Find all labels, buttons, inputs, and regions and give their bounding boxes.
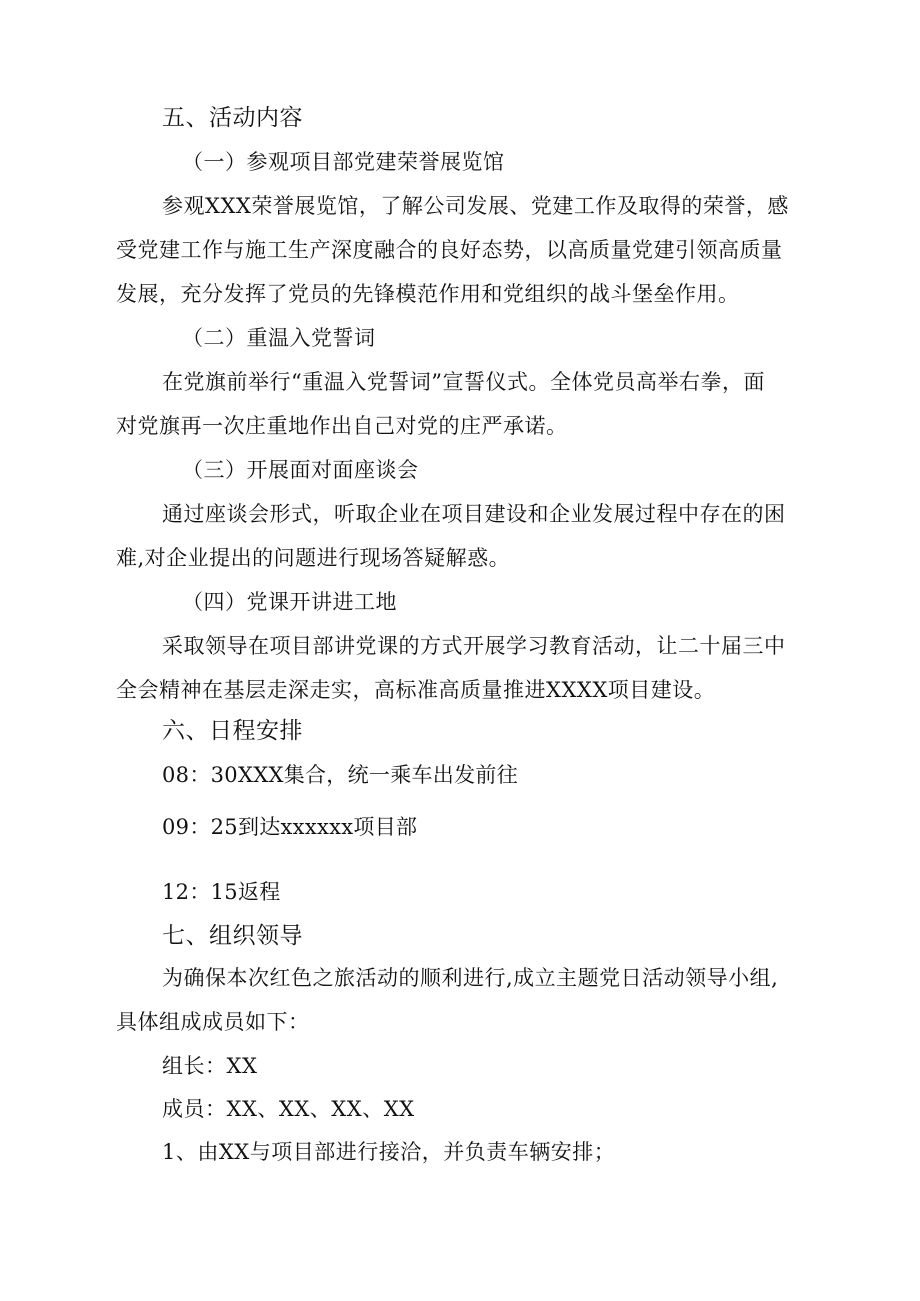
section-six-heading: 六、日程安排: [162, 718, 303, 744]
paragraph-line: 具体组成成员如下：: [116, 1010, 310, 1034]
schedule-item: 08：30XXX集合，统一乘车出发前往: [162, 763, 518, 787]
section-seven-heading: 七、组织领导: [162, 923, 303, 949]
paragraph-line: 全会精神在基层走深走实，高标准高质量推进XXXX项目建设。: [116, 678, 716, 702]
paragraph-line: 难,对企业提出的问题进行现场答疑解惑。: [116, 546, 511, 570]
paragraph-line: 采取领导在项目部讲党课的方式开展学习教育活动，让二十届三中: [162, 634, 786, 658]
paragraph-line: 参观XXX荣誉展览馆，了解公司发展、党建工作及取得的荣誉，感: [162, 194, 789, 218]
paragraph-line: 受党建工作与施工生产深度融合的良好态势，以高质量党建引领高质量: [116, 238, 783, 262]
subsection-4-title: （四）党课开讲进工地: [182, 590, 397, 614]
subsection-2-title: （二）重温入党誓词: [182, 326, 376, 350]
paragraph-line: 对党旗再一次庄重地作出自己对党的庄严承诺。: [116, 414, 568, 438]
paragraph-line: 发展，充分发挥了党员的先锋模范作用和党组织的战斗堡垒作用。: [116, 282, 740, 306]
paragraph-line: 通过座谈会形式，听取企业在项目建设和企业发展过程中存在的困: [162, 502, 786, 526]
schedule-item: 12：15返程: [162, 880, 281, 904]
members-line: 成员：XX、XX、XX、XX: [162, 1097, 415, 1121]
leader-line: 组长：XX: [162, 1054, 258, 1078]
subsection-3-title: （三）开展面对面座谈会: [182, 458, 419, 482]
paragraph-line: 在党旗前举行“重温入党誓词”宣誓仪式。全体党员高举右拳，面: [162, 370, 765, 394]
schedule-item: 09：25到达xxxxxx项目部: [162, 815, 418, 839]
subsection-1-title: （一）参观项目部党建荣誉展览馆: [182, 150, 505, 174]
list-item: 1、由XX与项目部进行接洽，并负责车辆安排；: [162, 1140, 616, 1164]
paragraph-line: 为确保本次红色之旅活动的顺利进行,成立主题党日活动领导小组,: [162, 966, 779, 990]
section-five-heading: 五、活动内容: [162, 105, 303, 131]
